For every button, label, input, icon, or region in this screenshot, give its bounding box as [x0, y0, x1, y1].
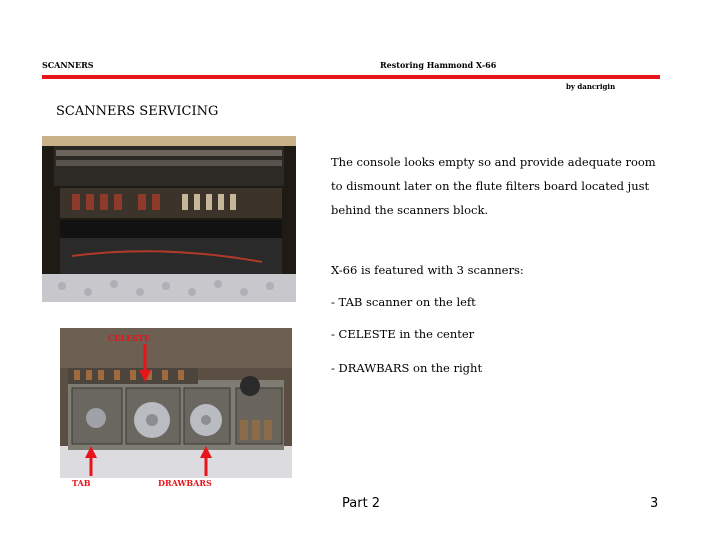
celeste-label: CELESTE	[108, 333, 151, 343]
scanners-count-paragraph: X-66 is featured with 3 scanners:	[331, 263, 524, 277]
author-byline: by dancrigin	[566, 82, 616, 91]
tab-label: TAB	[72, 478, 91, 488]
header-section-label: SCANNERS	[42, 60, 94, 70]
section-title: SCANNERS SERVICING	[56, 104, 219, 119]
scanner-list-item-tab: - TAB scanner on the left	[331, 295, 476, 309]
drawbars-label: DRAWBARS	[158, 478, 212, 488]
scanner-list-item-celeste: - CELESTE in the center	[331, 327, 475, 341]
page-number: 3	[650, 496, 659, 511]
header-document-title: Restoring Hammond X-66	[380, 60, 497, 70]
footer-part-label: Part 2	[342, 496, 381, 511]
scanner-list-item-drawbars: - DRAWBARS on the right	[331, 361, 483, 375]
intro-paragraph: The console looks empty so and provide adequate room to dismount later on the flute filters board located just behind the scanners block.	[331, 155, 656, 217]
